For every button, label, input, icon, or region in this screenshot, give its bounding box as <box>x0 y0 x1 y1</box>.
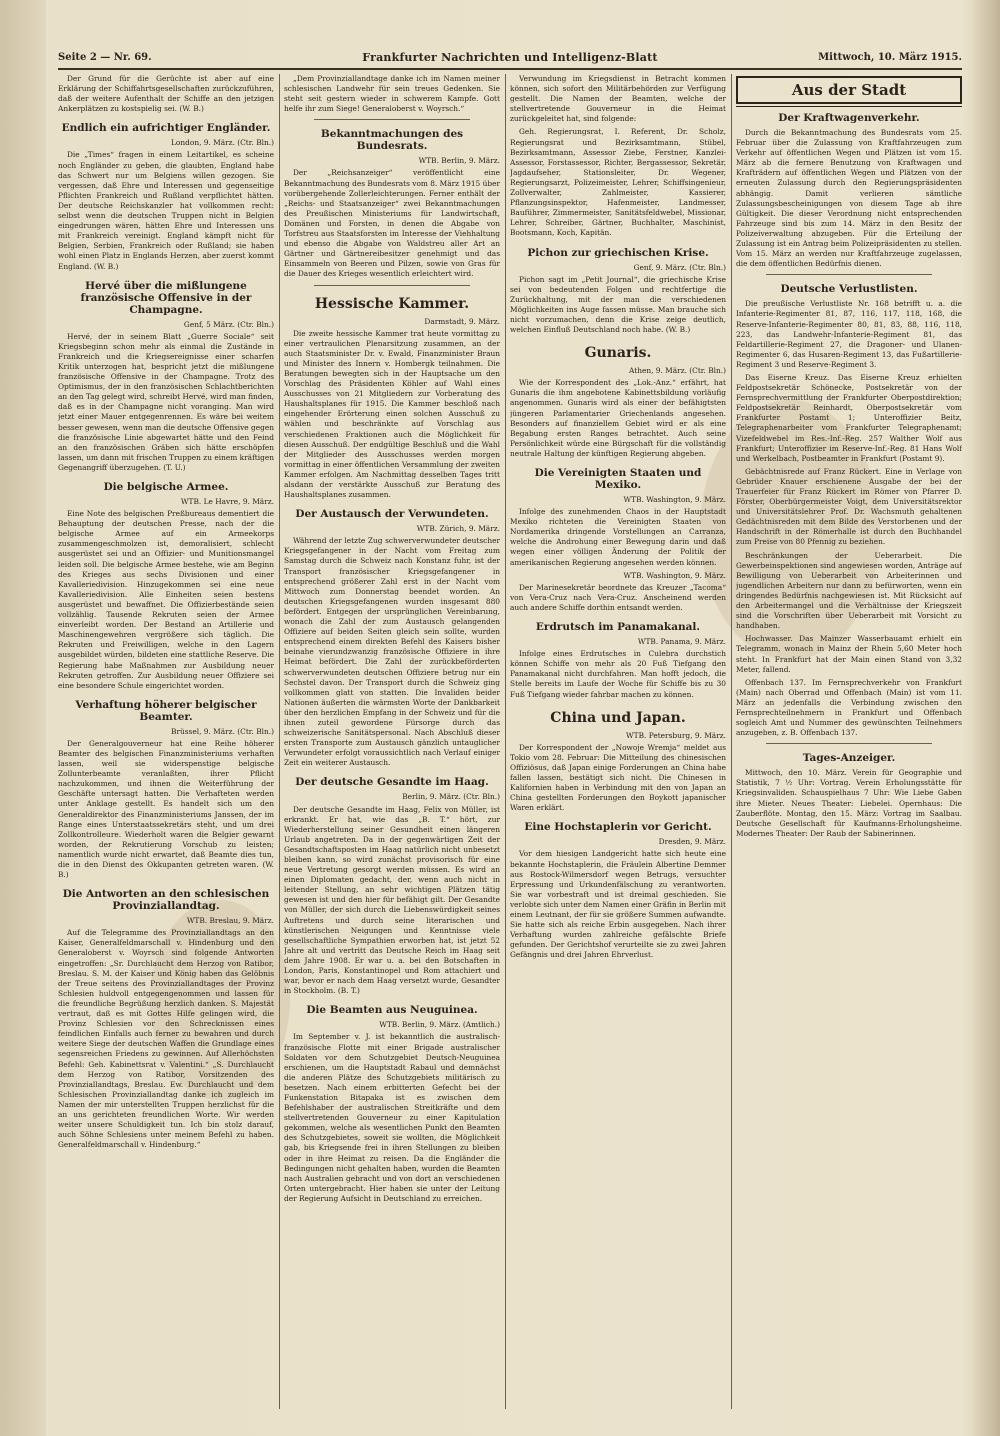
dateline: WTB. Washington, 9. März. <box>623 570 726 580</box>
left-adjacent-page-edge <box>0 0 46 1436</box>
page-number: Seite 2 — Nr. 69. <box>58 52 152 63</box>
dateline: WTB. Berlin, 9. März. <box>418 156 500 166</box>
article-heading: Eine Hochstaplerin vor Gericht. <box>524 821 712 834</box>
article-heading: Hessische Kammer. <box>314 295 470 312</box>
article-heading: Erdrutsch im Panamakanal. <box>535 621 701 634</box>
article-text: Das Eiserne Kreuz. Das Eiserne Kreuz erhielten Feldpostsekretär Schönecke, Postsekretär von der Fernsprechvermittlung der Frankfurter Oberpostdirektion; Feldpostsekretär Reinhardt, Oberpostsekretär vom Frankfurter Postamt 1; Unteroffizier Beitz, Telegraphenarbeiter vom Frankfurter Telegraphenamt; Vizefeldwebel im Res.-Inf.-Reg. 257 Walther Wolf aus Frankfurt; Unteroffizier im Reserve-Inf.-Reg. 81 Hans Wolf und Werkelbach, Postbeamter in Frankfurt (Postamt 9). <box>736 372 962 463</box>
dateline: WTB. Breslau, 9. März. <box>186 916 274 926</box>
dateline: Berlin, 9. März. (Ctr. Bln.) <box>402 792 500 802</box>
article-text: Verwundung im Kriegsdienst in Betracht kommen können, sich sofort den Militärbehörden zur Verfügung gestellt. Die Namen der Beamten, welche der stellvertretende Gouverneur in die Heimat zurückgeleitet hat, sind folgende: <box>510 74 726 124</box>
right-page-shadow <box>970 0 1000 1436</box>
article-heading: Die Vereinigten Staaten und Mexiko. <box>534 467 702 491</box>
article-text: Beschränkungen der Ueberarbeit. Die Gewerbeinspektionen sind angewiesen worden, Anträge auf Bewilligung von Ueberarbeit von Arbeiterinnen und jugendlichen Arbeitern nur dann zu befürworten, wenn ein dringendes Bedürfnis nachgewiesen ist. Mit Rücksicht auf den Arbeitermangel und die Verhältnisse der Kriegszeit sind die Vorschriften über Ueberarbeit mit Vorsicht zu handhaben. <box>736 550 962 631</box>
article-heading: China und Japan. <box>550 709 686 726</box>
dateline: Genf, 5 März. (Ctr. Bln.) <box>183 319 274 329</box>
divider <box>314 285 470 286</box>
column-rule <box>505 74 506 1409</box>
dateline: Brüssel, 9. März. (Ctr. Bln.) <box>171 726 274 736</box>
article-text: Hochwasser. Das Mainzer Wasserbauamt erhielt ein Telegramm, wonach in Mainz der Rhein 5,60 Meter hoch steht. In Frankfurt hat der Main einen Stand von 3,32 Meter, fallend. <box>736 634 962 674</box>
dateline: WTB. Panama, 9. März. <box>637 637 726 647</box>
page-header <box>58 48 962 70</box>
article-text: Die preußische Verlustliste Nr. 168 betrifft u. a. die Infanterie-Regimenter 81, 87, 116, 117, 118, 168, die Reserve-Infanterie-Regimenter 80, 81, 83, 88, 116, 118, 223, das Landwehr-Infanterie-Regiment 81, das Feldartillerie-Regiment 27, die Dragoner- und Ulanen-Regimenter 6, das Husaren-Regiment 13, das Fußartillerie-Regiment 3 und Reserve-Regiment 3. <box>736 299 962 369</box>
section-title-box: Aus der Stadt <box>736 76 962 104</box>
article-text: Infolge eines Erdrutsches in Culebra durchstich können Schiffe von mehr als 20 Fuß Tiefgang den Panamakanal nicht durchfahren. Man hofft jedoch, die Stelle bereits im Laufe der Woche für Schiffe bis zu 30 Fuß Tiefgang wieder fahrbar machen zu können. <box>510 649 726 699</box>
article-text: Die zweite hessische Kammer trat heute vormittag zu einer vertraulichen Plenarsitzung zusammen, an der auch Staatsminister Dr. v. Ewald, Finanzminister Braun und Minister des Innern v. Hombergk teilnahmen. Die Beratungen bewegten sich in der Hauptsache um den Vorschlag des Präsidenten Köhler auf Wahl eines Ausschusses von 21 Mitgliedern zur Vorberatung des Haushaltsplanes für 1915. Die Kammer beschloß nach eingehender Erörterung einen solchen Ausschuß zu wählen und beschränkte auf Vorschlag aus verschiedenen Fraktionen auch die Möglichkeit für diesen Ausschuß. Der endgültige Beschluß und die Wahl der Mitglieder des Ausschusses werden morgen vormittag in einer öffentlichen Versammlung der zweiten Kammer erfolgen. Am Nachmittag desselben Tages tritt alsdann der verstärkte Ausschuß zur Beratung des Haushaltsplanes zusammen. <box>284 328 500 500</box>
article-text: „Dem Provinziallandtage danke ich im Namen meiner schlesischen Landwehr für sein treues Gedenken. Sie steht seit gestern wieder in schwerem Kampfe. Gott helfe ihr zum Siege! Generaloberst v. Woyrsch.“ <box>284 74 500 114</box>
article-heading: Die belgische Armee. <box>103 481 229 493</box>
article-text: Der Generalgouverneur hat eine Reihe höherer Beamter des belgischen Finanzministeriums verhaften lassen, weil sie widerspenstige belgische Zollunterbeamte veranlaßten, ihrer Pflicht nachzukommen, und ihnen die Weiterführung der Geschäfte untersagt hatten. Die Verhafteten werden unter Anklage gestellt. Es handelt sich um den Generaldirektor des Finanzministeriums Janssen, der im Range eines Unterstaatssekretärs steht, und um drei Zollkontrolleure. Wiederholt waren die Belgier gewarnt worden, der Rekrutierung Vorschub zu leisten; namentlich wurde nicht erwartet, daß Beamte dies tun, die in den Dienst des Okkupanten getreten waren. (W. B.) <box>58 738 274 880</box>
newspaper-title: Frankfurter Nachrichten und Intelligenz-Blatt <box>362 51 658 64</box>
article-heading: Die Beamten aus Neuguinea. <box>306 1004 478 1017</box>
article-text: Der deutsche Gesandte im Haag, Felix von Müller, ist erkrankt. Er hat, wie das „B. T.“ hört, zur Wiederherstellung seiner Gesundheit einen längeren Urlaub angetreten. Da in der gegenwärtigen Zeit der Gesandtschaftsposten im Haag natürlich nicht unbesetzt bleiben kann, so wird zunächst provisorisch für eine neue Vertretung gesorgt werden müssen. Es wird an einen Diplomaten gedacht, der, wenn auch nicht in leitender Stellung, an sehr wichtigen Plätzen tätig gewesen ist und den hier für befähigt gilt. Der Gesandte von Müller, der sich durch die Liebenswürdigkeit seines Auftretens und durch seine literarischen und künstlerischen Neigungen und Kenntnisse viele gesellschaftliche Sympathien erworben hat, ist jetzt 52 Jahre alt und vertritt das Deutsche Reich im Haag seit dem Jahre 1908. Er war u. a. bei den Botschaften in London, Paris, Konstantinopel und Rom attachiert und war, bevor er nach dem Haag versetzt wurde, Gesandter in Stockholm. (B. T.) <box>284 804 500 996</box>
article-heading: Endlich ein aufrichtiger Engländer. <box>61 122 271 135</box>
article-text: Der Grund für die Gerüchte ist aber auf eine Erklärung der Schiffahrtsgesellschaften zurückzuführen, daß der weitere Aufenthalt der Schiffe an den jetzigen Ankerplätzen zu kostspielig sei. (W. B.) <box>58 74 274 114</box>
name-list: Geh. Regierungsrat, I. Referent, Dr. Scholz, Regierungsrat und Bezirksamtmann, Stübel, Bezirksamtmann, Assessor Ziebe, Ferstner, Kanzlei-Assessor, Forstassessor, Richter, Bergassessor, Sekretär, Jagdaufseher, Stationsleiter, Dr. Wegener, Regierungsarzt, Polizeimeister, Lehrer, Schiffsingenieur, Zollverwalter, Zahlmeister, Kassierer, Pflanzungsinspektor, Hafenmeister, Landmesser, Bauführer, Zimmermeister, Sanitätsfeldwebel, Missionar, Lehrer, Schreiber, Gärtner, Buchhalter, Maschinist, Bootsmann, Koch, Kapitän. <box>510 127 726 238</box>
article-heading: Der Kraftwagenverkehr. <box>778 112 920 124</box>
article-text: Der Korrespondent der „Nowoje Wremja“ meldet aus Tokio vom 28. Februar: Die Mitteilung des chinesischen Offiziösus, daß Japan einige Forderungen an China habe fallen lassen, bestätigt sich nicht. Die Chinesen in Kalifornien haben in Verbindung mit den von Japan an China gestellten Forderungen den Boykott japanischer Waren erklärt. <box>510 742 726 813</box>
article-heading: Tages-Anzeiger. <box>802 752 896 765</box>
article-text: Eine Note des belgischen Preßbureaus dementiert die Behauptung der deutschen Presse, nach der die belgische Armee auf ein Armeekorps zusammengeschmolzen ist, demoralisiert, schlecht ausgerüstet sei und an Offizier- und Munitionsmangel leiden soll. Die belgische Armee bestehe, wie am Beginn des Krieges aus sechs Divisionen und einer Kavalleriedivision. Hinzugekommen sei eine neue Kavalleriedivision. Alle Einheiten seien bestens ausgerüstet und bewaffnet. Die Offizierbestände seien vollzählig. Tausende Rekruten seien der Armee einverleibt worden. Der Bestand an Artillerie und Maschinengewehren vergrößere sich täglich. Die Rekruten und Freiwilligen, welche in den Lagern ausgebildet würden, bildeten eine stattliche Reserve. Die Regierung habe Maßnahmen zur Ausbildung neuer Rekruten getroffen. Zur Ausbildung neuer Offiziere sei eine besondere Schule eingerichtet worden. <box>58 509 274 690</box>
dateline: Darmstadt, 9. März. <box>424 316 500 326</box>
dateline: WTB. Petersburg, 9. März. <box>626 730 726 740</box>
dateline: London, 9. März. (Ctr. Bln.) <box>171 138 274 148</box>
article-text: Pichon sagt im „Petit Journal“, die griechische Krise sei von bedeutenden Folgen und rechtfertige die Zurückhaltung, mit der man die verschiedenen Möglichkeiten ins Auge fassen müsse. Man brauche sich nicht vorzumachen, denn die Krise zeige deutlich, welchen Einfluß Deutschland noch habe. (W. B.) <box>510 274 726 335</box>
article-text: Offenbach 137. Im Fernsprechverkehr von Frankfurt (Main) nach Oberrad und Offenbach (Main) ist vom 11. März an jedenfalls die Verbindung zwischen den Fernsprechteilnehmern in Frankfurt und Offenbach sogleich Amt und Nummer des gewünschten Teilnehmers anzugeben, z. B. Offenbach 137. <box>736 677 962 738</box>
article-text: Infolge des zunehmenden Chaos in der Hauptstadt Mexiko richteten die Vereinigten Staaten von Nordamerika dringende Vorstellungen an Carranza, welche die Androhung einer Bewegung darin und daß wegen einer völligen Änderung der Politik der amerikanischen Regierung angesehen werden können. <box>510 507 726 567</box>
article-text: Durch die Bekanntmachung des Bundesrats vom 25. Februar über die Zulassung von Kraftfahrzeugen zum Verkehr auf öffentlichen Wegen und Plätzen ist vom 15. März ab die fernere Benutzung von Kraftwagen und Krafträdern auf öffentlichen Wegen und Plätzen von der erneuten Zulassung durch den Regierungspräsidenten abhängig. Damit verlieren sämtliche Zulassungsbescheinigungen von diesem Tage ab ihre Gültigkeit. Die dieser Verordnung nicht entsprechenden Fahrzeuge sind bis zum 14. März in den Besitz der Polizeiverwaltung abzugeben. Für die Erteilung der Zulassung ist ein Antrag beim Polizeipräsidenten zu stellen. Vom 15. März an werden nur Kraftfahrzeuge zugelassen, die dem öffentlichen Bedürfnis dienen. <box>736 128 962 269</box>
article-text: Der Marinesekretär beordnete das Kreuzer „Tacoma“ von Vera-Cruz nach Vera-Cruz. Anscheinend werden auch andere Schiffe dorthin entsandt werden. <box>510 582 726 612</box>
dateline: WTB. Washington, 9. März. <box>623 495 726 504</box>
column-3 <box>510 74 726 1409</box>
column-4 <box>736 74 962 1409</box>
article-heading: Die Antworten an den schlesischen Provinziallandtag. <box>62 888 270 913</box>
article-text: Gebächtnisrede auf Franz Rückert. Eine in Verlage von Gebrüder Knauer erschienene Ausgabe der bei der Trauerfeier für Franz Rückert im Römer von Pfarrer D. Förster, Oberbürgermeister Voigt, dem Universitätsrektor und Universitätslehrer Prof. Dr. Wachsmuth gehaltenen Gedächtnisreden mit dem Bilde des Verstorbenen und der Handschrift in der Römerhalle ist durch den Buchhandel zum Preise von 80 Pfennig zu beziehen. <box>736 466 962 547</box>
dateline: WTB. Le Havre, 9. März. <box>180 497 274 506</box>
article-text: Während der letzte Zug schwerverwundeter deutscher Kriegsgefangener in der Nacht vom Freitag zum Samstag durch die Schweiz nach Konstanz fuhr, ist der Transport französischer Kriegsgefangener in entsprechend größerer Zahl erst in der Nacht vom Mittwoch zum Donnerstag beendet worden. An deutschen Kriegsgefangenen wurden insgesamt 880 befördert. Entgegen der ursprünglichen Vereinbarung, wonach die Zahl der zum Austausch gelangenden Offiziere auf beiden Seiten gleich sein sollte, wurden entsprechend einem direkten Befehl des Kaisers bisher beinahe vierundzwanzig französische Offiziere in ihre Heimat befördert. Die Zahl der zurückbeförderten schwerverwundeten deutschen Offiziere betrug nur ein Sechstel davon. Der Transport durch die Schweiz ging vollkommen glatt von statten. Die Invaliden beider Nationen äußerten die wärmsten Worte der Dankbarkeit über den herzlichen Empfang in der Schweiz und für die ihnen zuteil gewordene Fürsorge durch das schweizerische Sanitätspersonal. Nach Abschluß dieser ersten Transporte zum Austausch gänzlich untauglicher Verwundeter erfolgt voraussichtlich nach Verlauf einiger Zeit ein weiterer Austausch. <box>284 536 500 768</box>
divider <box>766 743 932 744</box>
divider <box>766 274 932 275</box>
dateline: Genf, 9. März. (Ctr. Bln.) <box>633 262 726 272</box>
article-heading: Hervé über die mißlungene französische Offensive in der Champagne. <box>80 279 252 316</box>
article-heading: Pichon zur griechischen Krise. <box>527 246 709 259</box>
article-heading: Der Austausch der Verwundeten. <box>295 508 489 521</box>
article-text: Der „Reichsanzeiger“ veröffentlicht eine Bekanntmachung des Bundesrats vom 8. März 1915 über vorübergehende Zollerleichterungen. Ferner enthält der „Reichs- und Staatsanzeiger“ zwei Bekanntmachungen des Preußischen Ministeriums für Landwirtschaft, Domänen und Forsten, in denen die Abgabe von Torfstreu aus Staatsforsten im Interesse der Viehhaltung und ebenso die Abgabe von Waldstreu aller Art an Gärtner und Gärtnereibesitzer genehmigt und das Einsammeln von Beeren und Pilzen, sowie von Gras für die Dauer des Krieges wesentlich erleichtert wird. <box>284 168 500 279</box>
dateline: WTB. Berlin, 9. März. (Amtlich.) <box>379 1020 500 1030</box>
column-rule <box>731 74 732 1409</box>
dateline: Dresden, 9. März. <box>658 837 726 847</box>
column-1 <box>58 74 274 1409</box>
article-text: Im September v. J. ist bekanntlich die australisch-französische Flotte mit einer Brigade australischer Soldaten vor dem Schutzgebiet Deutsch-Neuguinea erschienen, um die Hauptstadt Rabaul und demnächst die anderen Plätze des Schutzgebiets militärisch zu besetzen. Nach einem erbitterten Gefecht bei der Funkenstation Bitapaka ist es zwischen dem Befehlshaber der australischen Streitkräfte und dem stellvertretenden Gouverneur zu einer Kapitulation gekommen, welche als wesentlichen Punkt den Beamten des Schutzgebietes, soweit sie wollten, die Möglichkeit gab, bis Kriegsende frei in ihren Stellungen zu bleiben oder in ihre Heimat zu reisen. Da die Engländer die Bedingungen nicht gehalten haben, wurden die Beamten nach Australien gebracht und von dort an verschiedenen Orten untergebracht. Hier haben sie unter der Leitung der Regierung Aufsicht in Deutschland zu erreichen. <box>284 1032 500 1203</box>
column-2 <box>284 74 500 1409</box>
article-text: Hervé, der in seinem Blatt „Guerre Sociale“ seit Kriegsbeginn schon mehr als einmal die Zustände in Frankreich und die Kriegsereignisse einer scharfen Kritik unterzogen hat, bespricht jetzt die mißlungene französische Offensive in der Champagne. Trotz des Optimismus, der in den französischen Schlachtberichten an den Tag gelegt wird, schreibt Hervé, wird man finden, daß es in der Champagne nicht voranging. Man wird jetzt einer Mauer entgegenrennen. Es wäre bei weitem besser gewesen, wenn man die deutsche Offensive gegen die französische Linie abgewartet hätte und den Feind an den französischen Gräben sich hätte erschöpfen lassen, um dann mit frischen Truppen zu einem kräftigen Gegenangriff überzugehen. (T. U.) <box>58 331 274 472</box>
article-text: Die „Times“ fragen in einem Leitartikel, es scheine noch Engländer zu geben, die glaubten, England habe das Schwert nur um Belgiens willen gezogen. Sie vergessen, daß Ehre und Interessen und gegenseitige Pflichten Frankreich und Rußland verpflichtet hätten. Der deutsche Reichskanzler hat vollkommen recht: selbst wenn die deutschen Truppen nicht in Belgien eingedrungen wären, hätten Ehre und Interessen uns mit Frankreich vereinigt. England kämpft nicht für Belgien, Serbien, Frankreich oder Rußland; sie haben wohl einen Platz in Englands Herzen, aber zuerst kommt England. (W. B.) <box>58 150 274 271</box>
article-text: Mittwoch, den 10. März. Verein für Geographie und Statistik, 7 ½ Uhr: Vortrag. Verein Erholungsstätte für Kriegsinvaliden. Schauspielhaus 7 Uhr: Wie Liebe Gaben ihre Mieter. Neues Theater: Liebelei. Opernhaus: Die Zauberflöte. Montag, den 15. März: Vortrag im Saalbau. Deutsche Gesellschaft für Kaufmanns-Erholungsheime. Modernes Theater: Der Raub der Sabinerinnen. <box>736 768 962 838</box>
article-heading: Der deutsche Gesandte im Haag. <box>295 776 489 789</box>
article-text: Vor dem hiesigen Landgericht hatte sich heute eine bekannte Hochstaplerin, die Fräulein Albertine Demmer aus Rostock-Wilmersdorf wegen Betrugs, versuchter Erpressung und Urkundenfälschung zu verantworten. Sie war vorbestraft und ist dreimal geschieden. Sie verlobte sich unter dem Namen einer Gräfin in Berlin mit einem Leutnant, der für sie größere Summen aufwandte. Sie hatte sich als reiche Erbin ausgegeben. Nach ihrer Verhaftung wurden zahlreiche gefälschte Briefe gefunden. Der Gerichtshof verurteilte sie zu zwei Jahren Gefängnis und drei Jahren Ehrverlust. <box>510 849 726 960</box>
divider <box>314 119 470 120</box>
dateline: WTB. Zürich, 9. März. <box>416 524 500 534</box>
article-heading: Gunaris. <box>584 345 652 362</box>
article-heading: Deutsche Verlustlisten. <box>780 283 918 296</box>
article-heading: Verhaftung höherer belgischer Beamter. <box>75 698 257 723</box>
article-heading: Bekanntmachungen des Bundesrats. <box>320 128 464 153</box>
dateline: Athen, 9. März. (Ctr. Bln.) <box>629 366 726 376</box>
article-text: Auf die Telegramme des Provinziallandtags an den Kaiser, Generalfeldmarschall v. Hindenburg und den Generaloberst v. Woyrsch sind folgende Antworten eingetroffen: „Sr. Durchlaucht dem Herzog von Ratibor, Breslau. S. M. der Kaiser und König haben das Gelöbnis der Treue seitens des Provinziallandtages der Provinz Schlesien huldvoll entgegengenommen und lassen für die freundliche Begrüßung herzlich danken. S. Majestät vertraut, daß es mit Gottes Hilfe gelingen wird, die Provinz Schlesien vor den Schrecknissen eines feindlichen Einfalls auch ferner zu bewahren und durch weitere Siege der deutschen Waffen die Grundlage eines segensreichen Friedens zu gewinnen. Auf Allerhöchsten Befehl: Geh. Kabinettsrat v. Valentini.“ „S. Durchlaucht dem Herzog von Ratibor, Vorsitzenden des Provinziallandtags, Breslau. Ew. Durchlaucht und dem Schlesischen Provinziallandtag danke ich zugleich im Namen der mir unterstellten Truppen herzlichst für die an uns gerichteten freundlichen Worte. Wir werden weiter unsere Schuldigkeit tun. Ich bin stolz darauf, auch Söhne Schlesiens unter meinem Befehl zu haben. Generalfeldmarschall v. Hindenburg.“ <box>58 928 274 1150</box>
issue-date: Mittwoch, 10. März 1915. <box>818 52 962 63</box>
article-text: Wie der Korrespondent des „Lok.-Anz.“ erfährt, hat Gunaris die ihm angebotene Kabinettsbildung vorläufig angenommen. Gunaris wird als einer der befähigtsten jüngeren Parlamentarier Griechenlands angesehen. Besonders auf finanziellem Gebiet wird er als eine Begabung ersten Ranges betrachtet. Auch seine Persönlichkeit würde eine Bürgschaft für die vollständig neutrale Haltung der künftigen Regierung abgeben. <box>510 378 726 458</box>
column-rule <box>279 74 280 1409</box>
